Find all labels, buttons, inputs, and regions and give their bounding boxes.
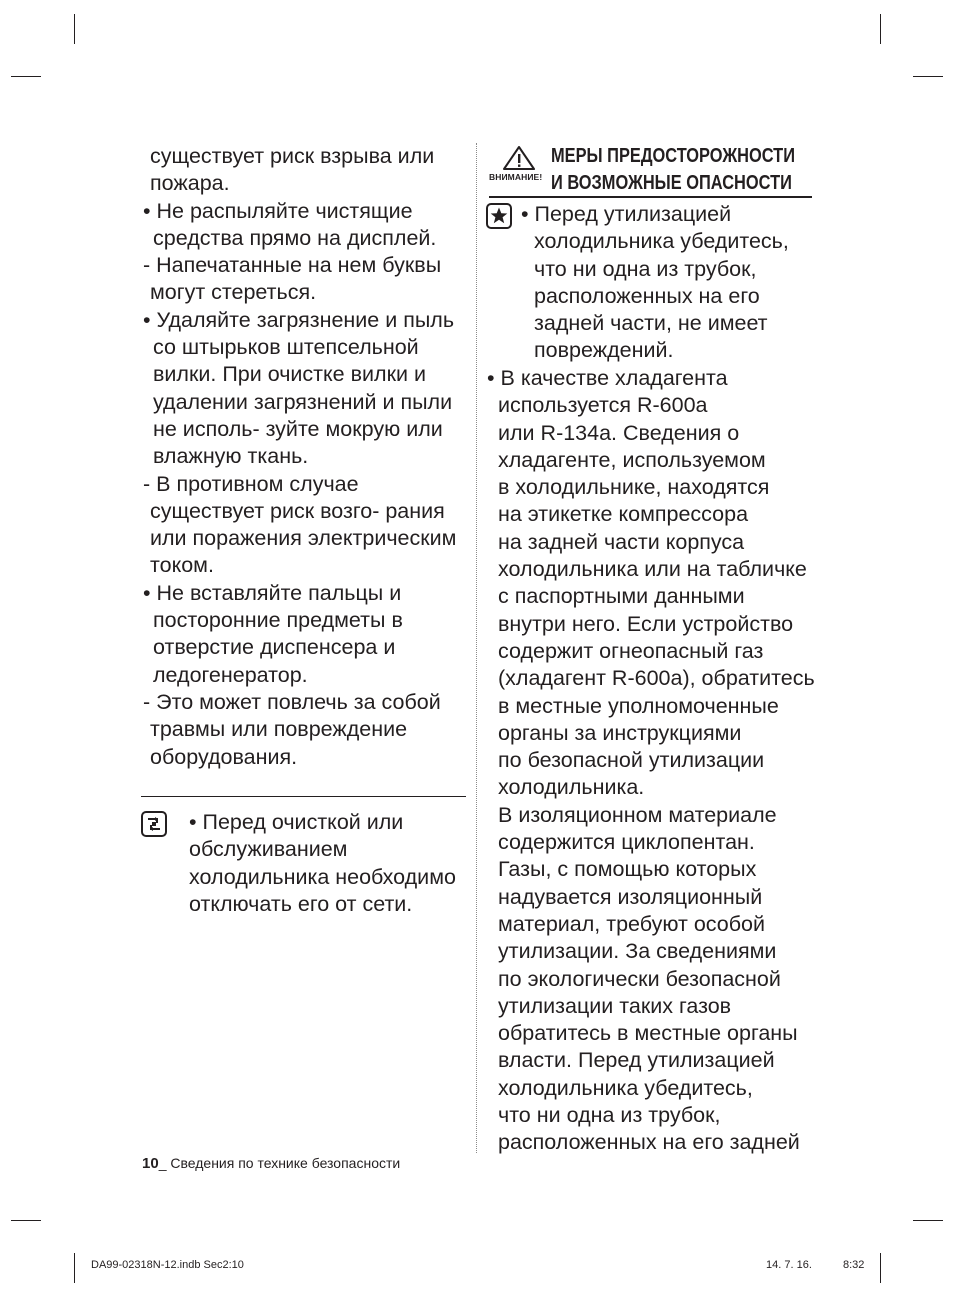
text-line: повреждений. bbox=[534, 338, 674, 363]
text-line: током. bbox=[150, 553, 214, 578]
text-line: содержит огнеопасный газ bbox=[498, 638, 764, 663]
print-file-info: DA99-02318N-12.indb Sec2:10 bbox=[91, 1259, 244, 1271]
text-line: органы за инструкциями bbox=[498, 720, 742, 745]
print-date: 14. 7. 16. bbox=[766, 1259, 812, 1271]
dash-item: - В противном случае bbox=[143, 471, 359, 496]
text-line: расположенных на его задней bbox=[498, 1130, 800, 1155]
left-column bbox=[140, 143, 470, 771]
page-footer bbox=[142, 1155, 400, 1172]
warning-label: ВНИМАНИЕ! bbox=[489, 172, 543, 182]
text-line: отключать его от сети. bbox=[189, 891, 413, 916]
text-line: холодильника. bbox=[498, 775, 645, 800]
warning-title-line: И ВОЗМОЖНЫЕ ОПАСНОСТИ bbox=[551, 172, 792, 194]
text-line: холодильника или на табличке bbox=[498, 557, 807, 582]
bullet-item: • Не распыляйте чистящие bbox=[143, 198, 413, 223]
text-line: расположенных на его bbox=[534, 283, 760, 308]
text-line: по экологически безопасной bbox=[498, 966, 781, 991]
text-line: утилизации. За сведениями bbox=[498, 939, 777, 964]
heading-underline bbox=[489, 196, 812, 198]
section-name: _ Сведения по технике безопасности bbox=[158, 1155, 401, 1171]
star-note bbox=[521, 201, 789, 365]
bullet-item: • Не вставляйте пальцы и bbox=[143, 580, 402, 605]
text-line: Газы, с помощью которых bbox=[498, 857, 757, 882]
crop-mark bbox=[74, 14, 75, 44]
text-line: холодильника убедитесь, bbox=[534, 229, 789, 254]
text-line: что ни одна из трубок, bbox=[498, 1103, 721, 1128]
text-line: (хладагент R-600a), обратитесь bbox=[498, 666, 815, 691]
text-line: в холодильнике, находятся bbox=[498, 475, 770, 500]
text-line: холодильника необходимо bbox=[189, 864, 456, 889]
text-line: внутри него. Если устройство bbox=[498, 611, 794, 636]
text-line: утилизации таких газов bbox=[498, 993, 732, 1018]
text-line: с паспортными данными bbox=[498, 584, 745, 609]
text-line: посторонние предметы в bbox=[153, 608, 403, 633]
crop-mark bbox=[880, 1253, 881, 1283]
text-line: холодильника убедитесь, bbox=[498, 1075, 753, 1100]
crop-mark bbox=[74, 1253, 75, 1283]
crop-mark bbox=[11, 76, 41, 77]
text-line: или поражения электрическим bbox=[150, 526, 457, 551]
text-line: по безопасной утилизации bbox=[498, 748, 765, 773]
text-line: средства прямо на дисплей. bbox=[153, 225, 437, 250]
star-icon bbox=[486, 203, 512, 229]
text-line: отверстие диспенсера и bbox=[153, 635, 396, 660]
text-line: задней части, не имеет bbox=[534, 311, 768, 336]
text-line: или R-134a. Сведения о bbox=[498, 420, 740, 445]
text-line: хладагенте, используемом bbox=[498, 447, 766, 472]
text-line: пожара. bbox=[150, 171, 230, 196]
text-line: травмы или повреждение bbox=[150, 717, 408, 742]
text-line: в местные уполномоченные bbox=[498, 693, 779, 718]
unplug-note bbox=[141, 809, 471, 918]
text-line: на этикетке компрессора bbox=[498, 502, 749, 527]
text-line: В изоляционном материале bbox=[498, 802, 777, 827]
section-divider bbox=[141, 796, 466, 797]
right-column bbox=[487, 365, 817, 1157]
text-line: используется R-600a bbox=[498, 393, 708, 418]
text-line: на задней части корпуса bbox=[498, 529, 745, 554]
text-line: существует риск взрыва или bbox=[150, 144, 435, 168]
text-line: надувается изоляционный bbox=[498, 884, 763, 909]
bullet-item: • В качестве хладагента bbox=[487, 366, 728, 390]
text-line: что ни одна из трубок, bbox=[534, 256, 757, 281]
text-line: обратитесь в местные органы bbox=[498, 1021, 798, 1046]
dash-item: - Напечатанные на нем буквы bbox=[143, 253, 442, 278]
page-number: 10 bbox=[142, 1155, 159, 1172]
text-line: материал, требуют особой bbox=[498, 911, 766, 936]
crop-mark bbox=[880, 14, 881, 44]
text-line: влажную ткань. bbox=[153, 444, 309, 469]
text-line: вилки. При очистке вилки и bbox=[153, 362, 426, 387]
column-divider bbox=[476, 143, 477, 1153]
crop-mark bbox=[11, 1220, 41, 1221]
text-line: существует риск возго- рания bbox=[150, 498, 445, 523]
text-line: содержится циклопентан. bbox=[498, 830, 755, 855]
warning-triangle-icon bbox=[502, 145, 536, 171]
text-line: обслуживанием bbox=[189, 837, 348, 862]
crop-mark bbox=[913, 76, 943, 77]
text-line: со штырьков штепсельной bbox=[153, 335, 419, 360]
crop-mark bbox=[913, 1220, 943, 1221]
warning-title-line: МЕРЫ ПРЕДОСТОРОЖНОСТИ bbox=[551, 145, 795, 167]
dash-item: - Это может повлечь за собой bbox=[143, 689, 441, 714]
bullet-item: • Перед утилизацией bbox=[521, 202, 732, 226]
bullet-item: • Удаляйте загрязнение и пыль bbox=[143, 307, 455, 332]
text-line: могут стереться. bbox=[150, 280, 317, 305]
bullet-item: • Перед очисткой или bbox=[189, 810, 404, 834]
text-line: ледогенератор. bbox=[153, 662, 308, 687]
text-line: не исполь- зуйте мокрую или bbox=[153, 416, 443, 441]
text-line: оборудования. bbox=[150, 744, 298, 769]
print-time: 8:32 bbox=[843, 1259, 865, 1271]
warning-title bbox=[551, 143, 795, 197]
text-line: удалении загрязнений и пыли bbox=[153, 389, 453, 414]
text-line: власти. Перед утилизацией bbox=[498, 1048, 775, 1073]
